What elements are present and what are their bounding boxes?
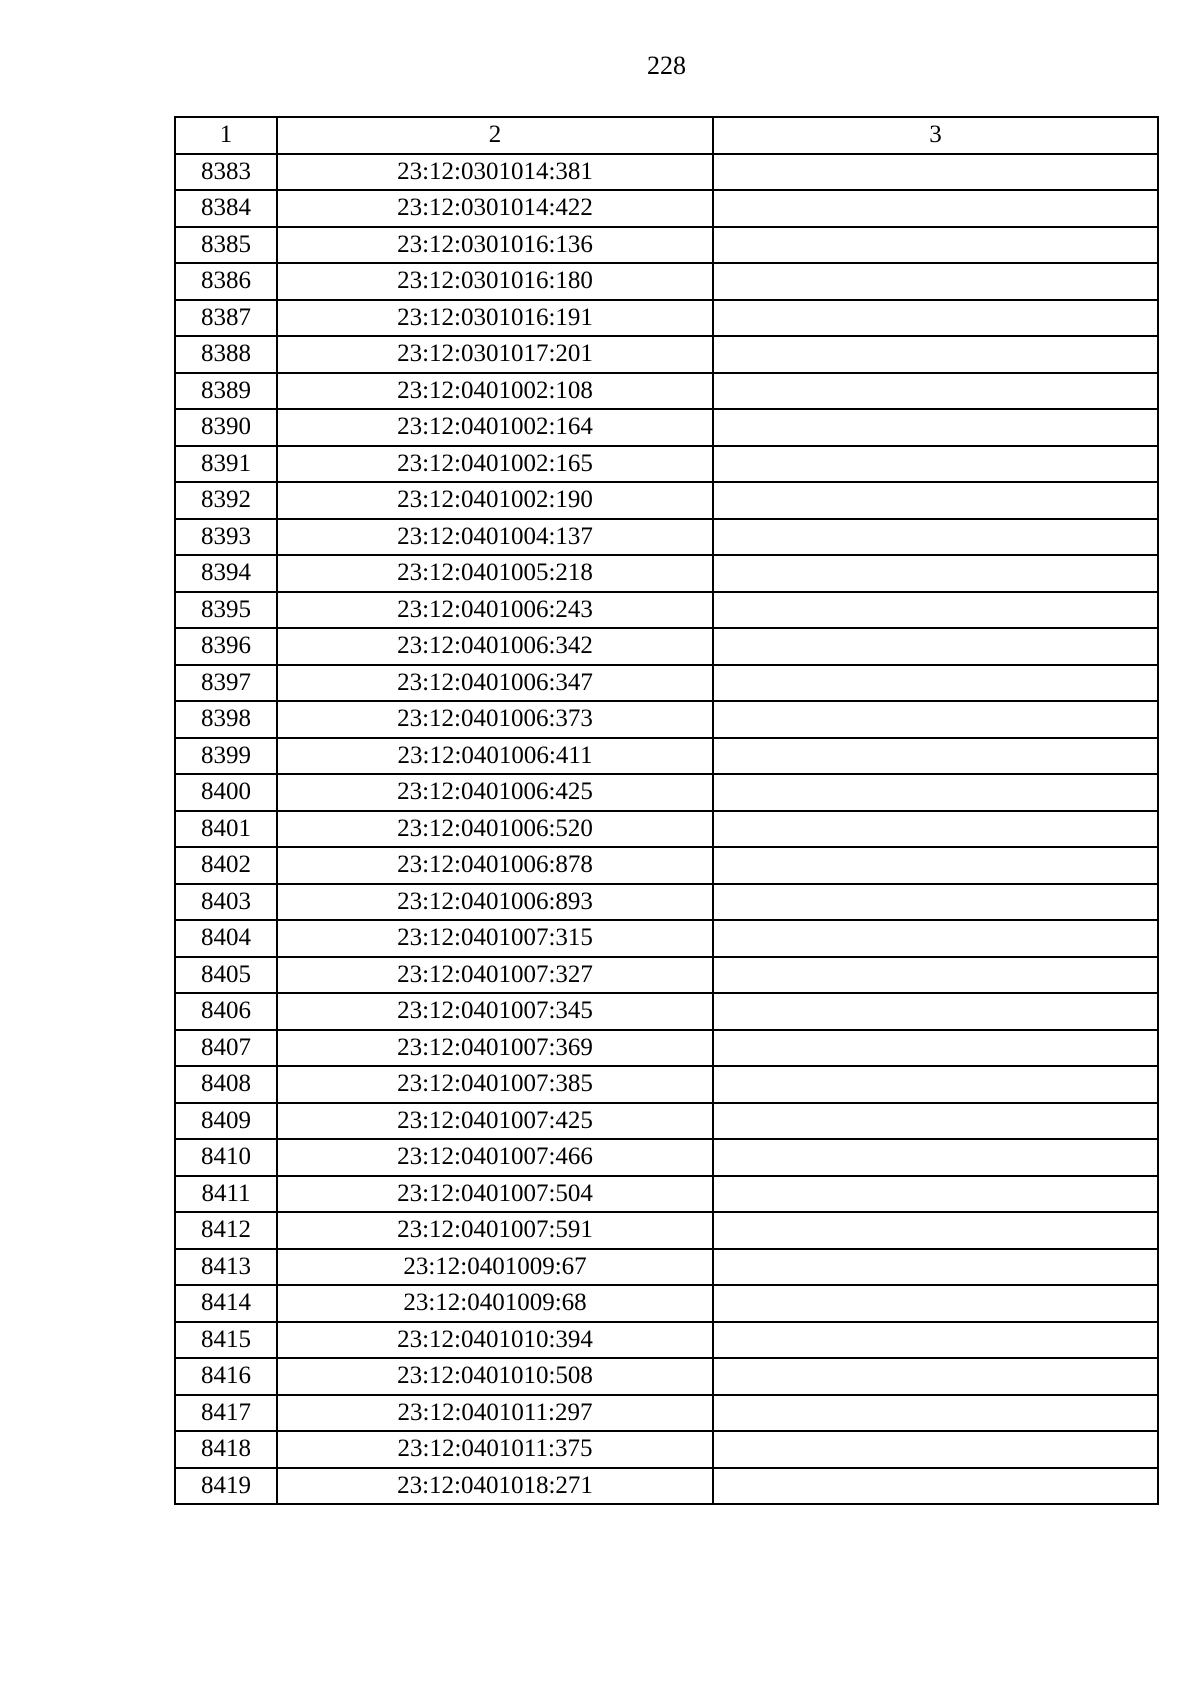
table-row <box>175 738 1158 775</box>
note-cell <box>713 555 1158 592</box>
table-row <box>175 1176 1158 1213</box>
note-cell <box>713 628 1158 665</box>
note-cell <box>713 1103 1158 1140</box>
row-number-cell: 8390 <box>175 409 277 446</box>
cadastral-number-cell: 23:12:0401007:345 <box>277 993 713 1030</box>
table-row <box>175 1103 1158 1140</box>
row-number-cell: 8413 <box>175 1249 277 1286</box>
cadastral-number-cell: 23:12:0401006:243 <box>277 592 713 629</box>
note-cell <box>713 1212 1158 1249</box>
table-row <box>175 665 1158 702</box>
row-number-cell: 8401 <box>175 811 277 848</box>
row-number-cell: 8412 <box>175 1212 277 1249</box>
note-cell <box>713 373 1158 410</box>
row-number-cell: 8418 <box>175 1431 277 1468</box>
note-cell <box>713 227 1158 264</box>
note-cell <box>713 1322 1158 1359</box>
table-row <box>175 300 1158 337</box>
row-number-cell: 8393 <box>175 519 277 556</box>
note-cell <box>713 1358 1158 1395</box>
cadastral-number-cell: 23:12:0401010:394 <box>277 1322 713 1359</box>
row-number-cell: 8407 <box>175 1030 277 1067</box>
header-row <box>175 117 1158 154</box>
table-row <box>175 1431 1158 1468</box>
table-row <box>175 336 1158 373</box>
note-cell <box>713 1139 1158 1176</box>
cadastral-number-cell: 23:12:0301014:381 <box>277 154 713 191</box>
note-cell <box>713 336 1158 373</box>
row-number-cell: 8398 <box>175 701 277 738</box>
note-cell <box>713 920 1158 957</box>
note-cell <box>713 1285 1158 1322</box>
header-cell-3: 3 <box>713 117 1158 154</box>
table-row <box>175 628 1158 665</box>
cadastral-number-cell: 23:12:0401006:520 <box>277 811 713 848</box>
row-number-cell: 8394 <box>175 555 277 592</box>
table-row <box>175 1285 1158 1322</box>
page-number: 228 <box>647 51 686 80</box>
note-cell <box>713 190 1158 227</box>
cadastral-number-cell: 23:12:0401002:108 <box>277 373 713 410</box>
table-row <box>175 701 1158 738</box>
row-number-cell: 8415 <box>175 1322 277 1359</box>
row-number-cell: 8399 <box>175 738 277 775</box>
cadastral-number-cell: 23:12:0401007:591 <box>277 1212 713 1249</box>
cadastral-number-cell: 23:12:0401002:164 <box>277 409 713 446</box>
note-cell <box>713 263 1158 300</box>
row-number-cell: 8417 <box>175 1395 277 1432</box>
cadastral-number-cell: 23:12:0301014:422 <box>277 190 713 227</box>
table-row <box>175 1066 1158 1103</box>
registry-table <box>174 116 1159 1505</box>
table-row <box>175 1212 1158 1249</box>
cadastral-number-cell: 23:12:0401006:425 <box>277 774 713 811</box>
cadastral-number-cell: 23:12:0401002:190 <box>277 482 713 519</box>
row-number-cell: 8406 <box>175 993 277 1030</box>
cadastral-number-cell: 23:12:0401009:67 <box>277 1249 713 1286</box>
note-cell <box>713 409 1158 446</box>
note-cell <box>713 154 1158 191</box>
cadastral-number-cell: 23:12:0301016:180 <box>277 263 713 300</box>
cadastral-number-cell: 23:12:0401007:466 <box>277 1139 713 1176</box>
page-number-area <box>0 46 1200 86</box>
cadastral-number-cell: 23:12:0401007:315 <box>277 920 713 957</box>
note-cell <box>713 847 1158 884</box>
table-row <box>175 592 1158 629</box>
row-number-cell: 8383 <box>175 154 277 191</box>
cadastral-number-cell: 23:12:0401011:375 <box>277 1431 713 1468</box>
cadastral-number-cell: 23:12:0401004:137 <box>277 519 713 556</box>
table-row <box>175 1468 1158 1505</box>
row-number-cell: 8405 <box>175 957 277 994</box>
row-number-cell: 8392 <box>175 482 277 519</box>
cadastral-number-cell: 23:12:0401006:893 <box>277 884 713 921</box>
row-number-cell: 8416 <box>175 1358 277 1395</box>
table-row <box>175 1322 1158 1359</box>
row-number-cell: 8404 <box>175 920 277 957</box>
row-number-cell: 8409 <box>175 1103 277 1140</box>
table-row <box>175 957 1158 994</box>
table-row <box>175 227 1158 264</box>
row-number-cell: 8408 <box>175 1066 277 1103</box>
row-number-cell: 8403 <box>175 884 277 921</box>
row-number-cell: 8388 <box>175 336 277 373</box>
cadastral-number-cell: 23:12:0301017:201 <box>277 336 713 373</box>
note-cell <box>713 1468 1158 1505</box>
row-number-cell: 8419 <box>175 1468 277 1505</box>
table-row <box>175 409 1158 446</box>
cadastral-number-cell: 23:12:0401007:504 <box>277 1176 713 1213</box>
cadastral-number-cell: 23:12:0401006:411 <box>277 738 713 775</box>
cadastral-number-cell: 23:12:0401010:508 <box>277 1358 713 1395</box>
table-row <box>175 446 1158 483</box>
table-row <box>175 811 1158 848</box>
table-row <box>175 1249 1158 1286</box>
note-cell <box>713 1249 1158 1286</box>
table-row <box>175 519 1158 556</box>
cadastral-number-cell: 23:12:0401018:271 <box>277 1468 713 1505</box>
row-number-cell: 8411 <box>175 1176 277 1213</box>
note-cell <box>713 300 1158 337</box>
note-cell <box>713 884 1158 921</box>
table-row <box>175 482 1158 519</box>
table-row <box>175 993 1158 1030</box>
note-cell <box>713 1431 1158 1468</box>
note-cell <box>713 519 1158 556</box>
table-row <box>175 1030 1158 1067</box>
cadastral-number-cell: 23:12:0401007:369 <box>277 1030 713 1067</box>
registry-table-body <box>175 117 1158 1504</box>
cadastral-number-cell: 23:12:0401007:425 <box>277 1103 713 1140</box>
note-cell <box>713 665 1158 702</box>
header-cell-1: 1 <box>175 117 277 154</box>
table-row <box>175 1395 1158 1432</box>
row-number-cell: 8387 <box>175 300 277 337</box>
note-cell <box>713 1176 1158 1213</box>
cadastral-number-cell: 23:12:0401011:297 <box>277 1395 713 1432</box>
cadastral-number-cell: 23:12:0301016:191 <box>277 300 713 337</box>
row-number-cell: 8384 <box>175 190 277 227</box>
cadastral-number-cell: 23:12:0401005:218 <box>277 555 713 592</box>
table-row <box>175 190 1158 227</box>
note-cell <box>713 774 1158 811</box>
table-row <box>175 263 1158 300</box>
cadastral-number-cell: 23:12:0401007:385 <box>277 1066 713 1103</box>
row-number-cell: 8389 <box>175 373 277 410</box>
table-row <box>175 884 1158 921</box>
note-cell <box>713 811 1158 848</box>
note-cell <box>713 993 1158 1030</box>
table-row <box>175 1358 1158 1395</box>
cadastral-number-cell: 23:12:0401002:165 <box>277 446 713 483</box>
row-number-cell: 8414 <box>175 1285 277 1322</box>
cadastral-number-cell: 23:12:0401007:327 <box>277 957 713 994</box>
note-cell <box>713 1066 1158 1103</box>
note-cell <box>713 592 1158 629</box>
row-number-cell: 8395 <box>175 592 277 629</box>
cadastral-number-cell: 23:12:0401009:68 <box>277 1285 713 1322</box>
table-row <box>175 555 1158 592</box>
table-row <box>175 154 1158 191</box>
table-row <box>175 920 1158 957</box>
row-number-cell: 8400 <box>175 774 277 811</box>
note-cell <box>713 957 1158 994</box>
note-cell <box>713 482 1158 519</box>
cadastral-number-cell: 23:12:0301016:136 <box>277 227 713 264</box>
note-cell <box>713 446 1158 483</box>
cadastral-number-cell: 23:12:0401006:347 <box>277 665 713 702</box>
cadastral-number-cell: 23:12:0401006:342 <box>277 628 713 665</box>
header-cell-2: 2 <box>277 117 713 154</box>
cadastral-number-cell: 23:12:0401006:878 <box>277 847 713 884</box>
cadastral-number-cell: 23:12:0401006:373 <box>277 701 713 738</box>
row-number-cell: 8385 <box>175 227 277 264</box>
row-number-cell: 8386 <box>175 263 277 300</box>
row-number-cell: 8391 <box>175 446 277 483</box>
row-number-cell: 8396 <box>175 628 277 665</box>
row-number-cell: 8410 <box>175 1139 277 1176</box>
table-row <box>175 847 1158 884</box>
note-cell <box>713 738 1158 775</box>
row-number-cell: 8397 <box>175 665 277 702</box>
row-number-cell: 8402 <box>175 847 277 884</box>
note-cell <box>713 1395 1158 1432</box>
note-cell <box>713 701 1158 738</box>
table-row <box>175 1139 1158 1176</box>
note-cell <box>713 1030 1158 1067</box>
table-row <box>175 373 1158 410</box>
table-row <box>175 774 1158 811</box>
